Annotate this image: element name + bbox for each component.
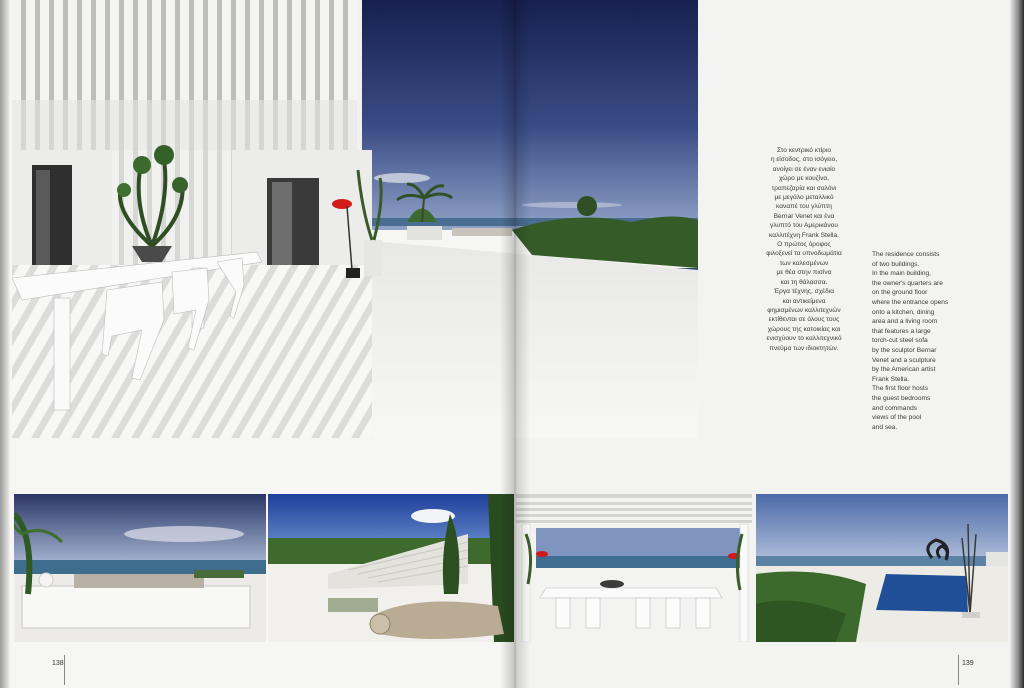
greek-body-text [742,146,866,353]
hero-photo-terrace [12,0,698,438]
photo-garden-steps [268,494,514,642]
photo-pool-sculpture [756,494,1008,642]
book-edge-right [1010,0,1024,688]
page-number-right: 139 [962,660,974,667]
photo-outdoor-sofa [14,494,266,642]
greek-paragraph: Στο κεντρικό κτίριο η είσοδος, στο ισόγειο, ανοίγει σε έναν ενιαίο χώρο με κουζίνα, τραπεζαρία και σαλόνι με μεγάλο μεταλλικό καναπέ του γλύπτη Bernar Venet και ένα γλυπτό του Αμερικάνου καλλιτέχνη Frank Stella. Ο πρώτος όροφος φιλοξενεί τα υπνοδωμάτια των καλεσμένων με θέα στην πισίνα και τη θάλασσα. Έργα τέχνης, σχέδια και αντικείμενα φημισμένων καλλιτεχνών εκτίθενται σε όλους τους χώρους της κατοικίας και ενισχύουν το καλλιτεχνικό πνεύμα των ιδιοκτητών. [766,147,842,352]
page-number-left: 138 [52,660,64,667]
english-paragraph: The residence consists of two buildings. In the main building, the owner's quarters are on the ground floor where the entrance opens onto a kitchen, dining area and a living room that features a large torch-cut steel sofa by the sculptor Bernar Venet and a sculpture by the American artist Frank Stella. The first floor hosts the guest bedrooms and commands views of the pool and sea. [872,251,949,431]
book-edge-left [0,0,10,688]
photo-pergola-dining [516,494,752,642]
english-body-text [872,250,992,432]
page-number-rule-right [958,655,959,685]
page-number-rule-left [64,655,65,685]
